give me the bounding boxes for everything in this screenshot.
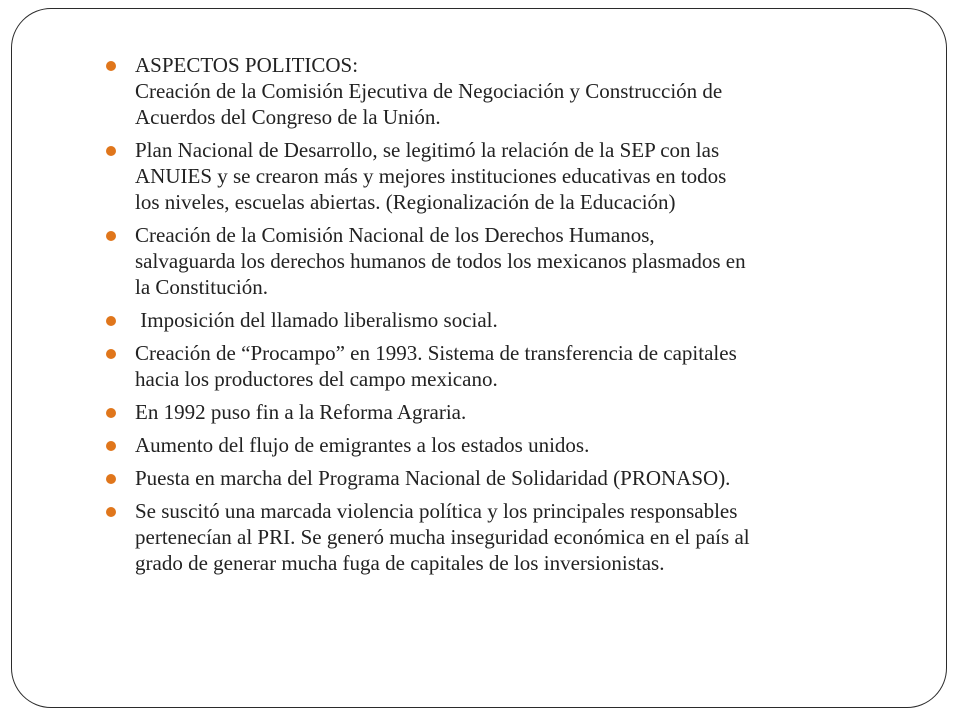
text-line: Aumento del flujo de emigrantes a los estados unidos. (135, 433, 590, 457)
bullet-text (135, 340, 906, 392)
bullet-item-emigrantes (106, 432, 906, 458)
bullet-text (135, 399, 906, 425)
bullet-text (135, 432, 906, 458)
text-line: Plan Nacional de Desarrollo, se legitimó la relación de la SEP con las (135, 138, 720, 162)
text-line: salvaguarda los derechos humanos de todos los mexicanos plasmados en (135, 249, 746, 273)
bullet-dot-icon (106, 474, 116, 484)
text-line: Creación de “Procampo” en 1993. Sistema de transferencia de capitales (135, 341, 737, 365)
bullet-item-reforma-agraria (106, 399, 906, 425)
bullet-item-pronaso (106, 465, 906, 491)
text-line: Creación de la Comisión Ejecutiva de Negociación y Construcción de (135, 79, 723, 103)
text-line: ANUIES y se crearon más y mejores instituciones educativas en todos (135, 164, 727, 188)
bullet-item-aspectos-politicos (106, 52, 906, 130)
bullet-text (135, 307, 906, 333)
text-line: Se suscitó una marcada violencia política y los principales responsables (135, 499, 738, 523)
bullet-dot-icon (106, 408, 116, 418)
bullet-dot-icon (106, 441, 116, 451)
text-line: hacia los productores del campo mexicano. (135, 367, 498, 391)
text-line: Creación de la Comisión Nacional de los Derechos Humanos, (135, 223, 655, 247)
text-line: la Constitución. (135, 275, 268, 299)
bullet-dot-icon (106, 507, 116, 517)
bullet-text (135, 52, 906, 130)
text-line: En 1992 puso fin a la Reforma Agraria. (135, 400, 467, 424)
bullet-item-plan-nacional (106, 137, 906, 215)
bullet-item-derechos-humanos (106, 222, 906, 300)
bullet-item-procampo (106, 340, 906, 392)
bullet-dot-icon (106, 316, 116, 326)
text-line: pertenecían al PRI. Se generó mucha inseguridad económica en el país al (135, 525, 750, 549)
text-line: Acuerdos del Congreso de la Unión. (135, 105, 441, 129)
text-line: Puesta en marcha del Programa Nacional de Solidaridad (PRONASO). (135, 466, 731, 490)
bullet-dot-icon (106, 146, 116, 156)
bullet-text (135, 498, 906, 576)
bullet-text (135, 465, 906, 491)
text-line: Imposición del llamado liberalismo social. (135, 308, 498, 332)
text-line: grado de generar mucha fuga de capitales de los inversionistas. (135, 551, 665, 575)
bullet-text (135, 222, 906, 300)
bullet-list (106, 52, 906, 583)
bullet-text (135, 137, 906, 215)
text-line: ASPECTOS POLITICOS: (135, 53, 359, 77)
bullet-item-liberalismo-social (106, 307, 906, 333)
bullet-dot-icon (106, 349, 116, 359)
text-line: los niveles, escuelas abiertas. (Regionalización de la Educación) (135, 190, 676, 214)
bullet-item-violencia-politica (106, 498, 906, 576)
bullet-dot-icon (106, 61, 116, 71)
bullet-dot-icon (106, 231, 116, 241)
